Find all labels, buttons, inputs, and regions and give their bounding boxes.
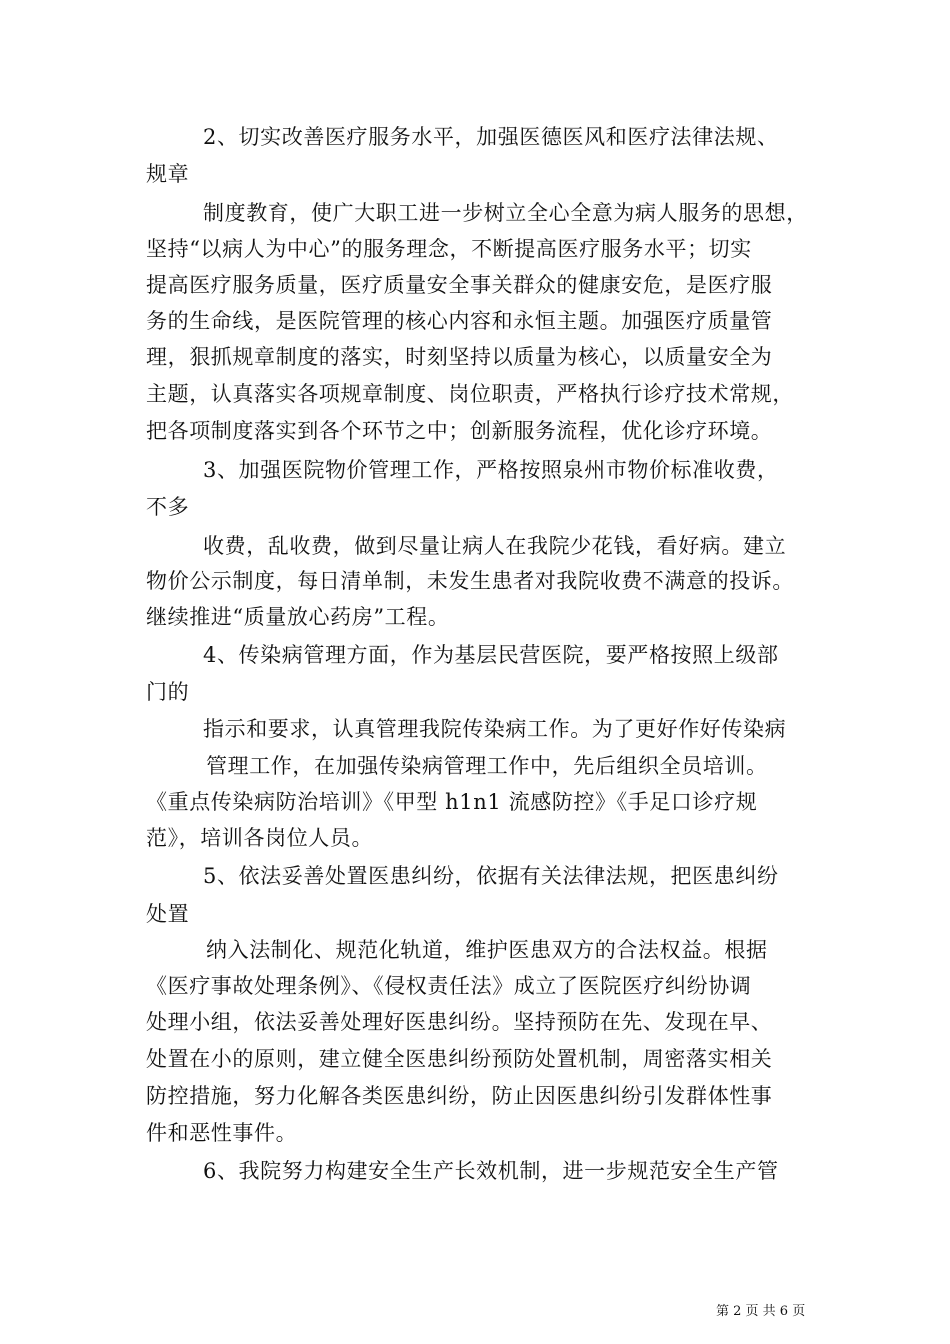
text-line: 坚持“以病人为中心”的服务理念，不断提高医疗服务水平；切实: [146, 237, 752, 261]
text-line: 不多: [146, 495, 190, 519]
text-line: 《医疗事故处理条例》、《侵权责任法》成立了医院医疗纠纷协调: [146, 974, 752, 998]
text-line: 把各项制度落实到各个环节之中；创新服务流程，优化诊疗环境。: [146, 419, 773, 443]
text-line: 主题，认真落实各项规章制度、岗位职责，严格执行诊疗技术常规，: [146, 382, 794, 406]
text-line: 指示和要求，认真管理我院传染病工作。为了更好作好传染病: [203, 717, 787, 741]
text-line: 6、我院努力构建安全生产长效机制，进一步规范安全生产管: [203, 1159, 779, 1183]
text-line: 管理工作，在加强传染病管理工作中，先后组织全员培训。: [206, 754, 768, 778]
text-line: 处理小组，依法妥善处理好医患纠纷。坚持预防在先、发现在早、: [146, 1010, 773, 1034]
text-line: 提高医疗服务质量，医疗质量安全事关群众的健康安危，是医疗服: [146, 273, 773, 297]
text-line: 5、依法妥善处置医患纠纷，依据有关法律法规，把医患纠纷: [203, 864, 779, 888]
text-line: 件和恶性事件。: [146, 1121, 298, 1145]
text-line: 2、切实改善医疗服务水平，加强医德医风和医疗法律法规、: [203, 125, 779, 149]
text-line: 处置: [146, 902, 190, 926]
text-line: 物价公示制度，每日清单制，未发生患者对我院收费不满意的投诉。: [146, 569, 794, 593]
text-line: 门的: [146, 680, 190, 704]
text-line: 防控措施，努力化解各类医患纠纷，防止因医患纠纷引发群体性事: [146, 1084, 773, 1108]
text-line: 务的生命线，是医院管理的核心内容和永恒主题。加强医疗质量管: [146, 309, 773, 333]
text-line: 理，狠抓规章制度的落实，时刻坚持以质量为核心，以质量安全为: [146, 345, 773, 369]
text-line: 3、加强医院物价管理工作，严格按照泉州市物价标准收费，: [203, 458, 779, 482]
text-line: 收费，乱收费，做到尽量让病人在我院少花钱，看好病。建立: [203, 534, 787, 558]
text-line: 《重点传染病防治培训》《甲型 h1n1 流感防控》《手足口诊疗规: [146, 790, 758, 814]
text-line: 继续推进“质量放心药房”工程。: [146, 605, 450, 629]
text-line: 规章: [146, 162, 190, 186]
page-number-footer: 第 2 页 共 6 页: [716, 1304, 806, 1319]
text-line: 制度教育，使广大职工进一步树立全心全意为病人服务的思想，: [203, 201, 808, 225]
text-line: 纳入法制化、规范化轨道，维护医患双方的合法权益。根据: [206, 938, 768, 962]
text-line: 处置在小的原则，建立健全医患纠纷预防处置机制，周密落实相关: [146, 1047, 773, 1071]
text-line: 范》，培训各岗位人员。: [146, 826, 374, 850]
text-line: 4、传染病管理方面，作为基层民营医院，要严格按照上级部: [203, 643, 779, 667]
